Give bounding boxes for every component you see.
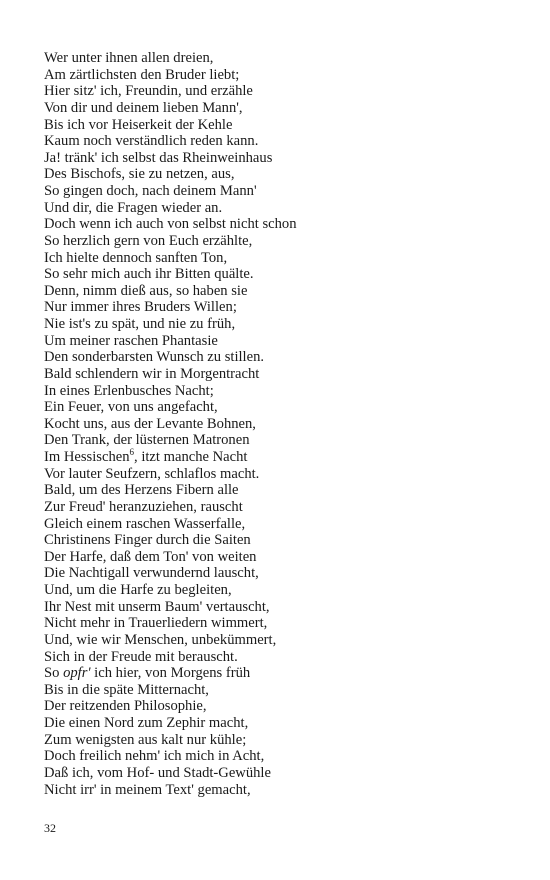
poem-line <box>44 765 524 782</box>
poem-line <box>44 299 524 316</box>
poem-line <box>44 732 524 749</box>
poem-line <box>44 482 524 499</box>
poem-line <box>44 383 524 400</box>
poem-line <box>44 682 524 699</box>
poem-line-text: So <box>44 665 64 682</box>
footnote-marker: 6 <box>129 447 135 458</box>
poem-line-text: Des Bischofs, sie zu netzen, aus, <box>44 166 235 183</box>
poem-line <box>44 665 524 682</box>
poem-text <box>44 50 524 798</box>
poem-line <box>44 316 524 333</box>
poem-line <box>44 133 524 150</box>
poem-line-text: Bald, um des Herzens Fibern alle <box>44 482 239 499</box>
poem-line-text: Ich hielte dennoch sanften Ton, <box>44 249 228 266</box>
poem-line <box>44 532 524 549</box>
poem-line <box>44 399 524 416</box>
poem-line-text: Von dir und deinem lieben Mann', <box>44 99 243 116</box>
poem-line-text: Die Nachtigall verwundernd lauscht, <box>44 565 259 582</box>
poem-line-text: Und, wie wir Menschen, unbekümmert, <box>44 631 277 648</box>
poem-line-text: So herzlich gern von Euch erzählte, <box>44 232 253 249</box>
poem-line-italic: opfr' <box>63 665 91 682</box>
poem-line <box>44 200 524 217</box>
poem-line-text: Zum wenigsten aus kalt nur kühle; <box>44 731 247 748</box>
poem-line-text: Die einen Nord zum Zephir macht, <box>44 715 249 731</box>
poem-line-text: Bis in die späte Mitternacht, <box>44 681 209 698</box>
poem-line-text: Zur Freud' heranzuziehen, rauscht <box>44 498 243 515</box>
poem-line-text: Sich in der Freude mit berauscht. <box>44 648 238 665</box>
poem-line <box>44 649 524 666</box>
page-number: 32 <box>44 821 56 835</box>
poem-line <box>44 549 524 566</box>
poem-line-text: Nie ist's zu spät, und nie zu früh, <box>44 316 236 332</box>
poem-line <box>44 283 524 300</box>
poem-line-text: Christinens Finger durch die Saiten <box>44 532 251 549</box>
poem-line <box>44 615 524 632</box>
poem-line-text: Den Trank, der lüsternen Matronen <box>44 432 250 449</box>
poem-line <box>44 782 524 799</box>
poem-line <box>44 416 524 433</box>
poem-line-text: Und dir, die Fragen wieder an. <box>44 199 223 216</box>
poem-line-text: Nur immer ihres Bruders Willen; <box>44 299 237 316</box>
poem-line <box>44 698 524 715</box>
poem-line <box>44 516 524 533</box>
poem-line-text: Doch wenn ich auch von selbst nicht schon <box>44 216 297 233</box>
poem-line <box>44 582 524 599</box>
poem-line-text: Doch freilich nehm' ich mich in Acht, <box>44 748 265 765</box>
poem-line-text: ich hier, von Morgens früh <box>90 665 251 682</box>
poem-line-text: Daß ich, vom Hof- und Stadt-Gewühle <box>44 764 271 781</box>
poem-line <box>44 599 524 616</box>
poem-line-text: Kocht uns, aus der Levante Bohnen, <box>44 415 256 432</box>
poem-line-text: In eines Erlenbusches Nacht; <box>44 382 214 399</box>
poem-line-text: Wer unter ihnen allen dreien, <box>44 50 214 66</box>
poem-line <box>44 499 524 516</box>
poem-line <box>44 50 524 67</box>
poem-line <box>44 366 524 383</box>
poem-line <box>44 100 524 117</box>
poem-line-text: Nicht mehr in Trauerliedern wimmert, <box>44 615 268 632</box>
poem-line-text: Vor lauter Seufzern, schlaflos macht. <box>44 465 260 482</box>
poem-line-text: Denn, nimm dieß aus, so haben sie <box>44 282 248 299</box>
poem-line <box>44 333 524 350</box>
poem-line-text: So sehr mich auch ihr Bitten quälte. <box>44 266 254 283</box>
poem-line-text: Am zärtlichsten den Bruder liebt; <box>44 66 240 83</box>
poem-line <box>44 117 524 134</box>
poem-line <box>44 233 524 250</box>
poem-line <box>44 715 524 732</box>
poem-line-text: Ja! tränk' ich selbst das Rheinweinhaus <box>44 149 273 166</box>
poem-line-text: Ihr Nest mit unserm Baum' vertauscht, <box>44 598 270 615</box>
poem-line-text: Den sonderbarsten Wunsch zu stillen. <box>44 349 265 366</box>
poem-line <box>44 150 524 167</box>
poem-line <box>44 748 524 765</box>
poem-line <box>44 216 524 233</box>
poem-line-text: Hier sitz' ich, Freundin, und erzähle <box>44 83 253 100</box>
poem-line <box>44 266 524 283</box>
poem-line <box>44 466 524 483</box>
poem-line-text: So gingen doch, nach deinem Mann' <box>44 183 257 199</box>
poem-line-text: , itzt manche Nacht <box>134 449 248 465</box>
poem-line-text: Kaum noch verständlich reden kann. <box>44 133 259 150</box>
poem-line-text: Bis ich vor Heiserkeit der Kehle <box>44 116 233 133</box>
poem-line-text: Nicht irr' in meinem Text' gemacht, <box>44 781 251 798</box>
poem-line <box>44 565 524 582</box>
poem-line-text: Um meiner raschen Phantasie <box>44 332 218 349</box>
poem-line <box>44 449 524 466</box>
poem-line <box>44 83 524 100</box>
poem-line-text: Und, um die Harfe zu begleiten, <box>44 582 232 598</box>
poem-line-text: Bald schlendern wir in Morgentracht <box>44 365 260 382</box>
poem-line <box>44 632 524 649</box>
poem-line-text: Ein Feuer, von uns angefacht, <box>44 399 218 416</box>
poem-line-text: Gleich einem raschen Wasserfalle, <box>44 515 246 532</box>
poem-line <box>44 183 524 200</box>
poem-line <box>44 349 524 366</box>
poem-line-text: Der reitzenden Philosophie, <box>44 698 207 715</box>
poem-line-text: Im Hessischen <box>44 449 130 465</box>
poem-line <box>44 166 524 183</box>
poem-line <box>44 250 524 267</box>
poem-line-text: Der Harfe, daß dem Ton' von weiten <box>44 548 257 565</box>
poem-line <box>44 67 524 84</box>
poem-line <box>44 432 524 449</box>
